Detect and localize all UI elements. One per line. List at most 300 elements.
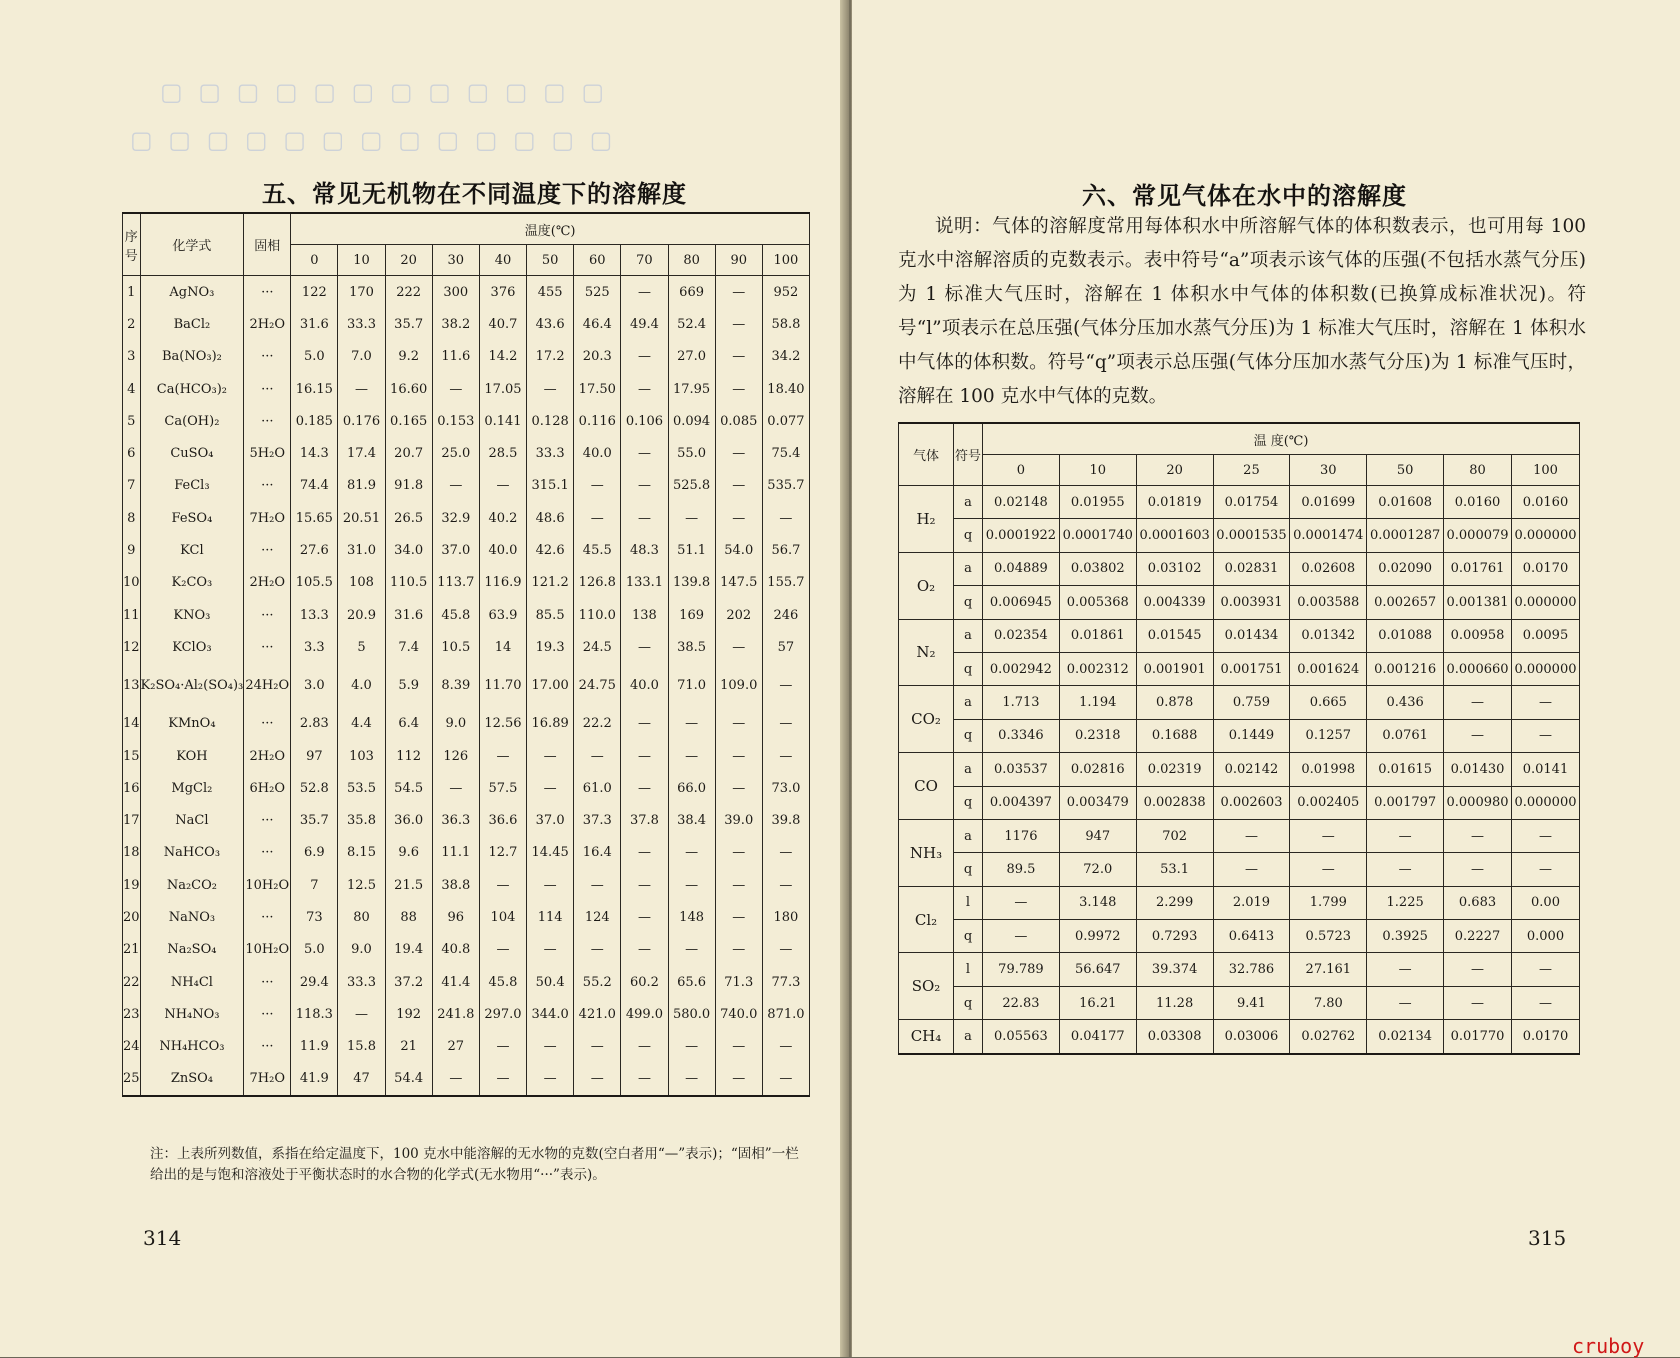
table-row: [899, 1020, 1580, 1054]
solubility-value: 0.0001535: [1213, 519, 1290, 552]
symbol-cell: l: [954, 953, 983, 986]
solubility-value: 110.5: [385, 567, 432, 599]
chemical-formula: NaCl: [140, 804, 244, 836]
solubility-value: 21.5: [385, 869, 432, 901]
solubility-value: 148: [668, 901, 715, 933]
solubility-value: 45.8: [432, 599, 479, 631]
solubility-value: 0.002405: [1290, 786, 1367, 819]
solubility-value: —: [715, 708, 762, 740]
solubility-value: 17.50: [574, 373, 621, 405]
solubility-value: —: [621, 740, 668, 772]
solubility-value: 17.2: [527, 341, 574, 373]
solubility-value: 14.2: [479, 341, 526, 373]
solubility-value: 0.001381: [1444, 586, 1512, 619]
solubility-value: —: [1511, 853, 1579, 886]
solid-phase: 10H₂O: [244, 869, 291, 901]
solubility-value: 38.2: [432, 308, 479, 340]
gas-name: CO₂: [899, 686, 954, 753]
solubility-value: 38.5: [668, 631, 715, 663]
solid-phase: ···: [244, 966, 291, 998]
solubility-value: —: [621, 837, 668, 869]
table-row: [123, 837, 810, 869]
solubility-value: 17.4: [338, 437, 385, 469]
inorganic-solubility-table: [122, 212, 810, 1097]
solubility-value: 5: [338, 631, 385, 663]
solubility-value: 0.004339: [1136, 586, 1213, 619]
solubility-value: 0.3925: [1367, 920, 1444, 953]
solubility-value: 0.002312: [1059, 652, 1136, 685]
solubility-value: 34.0: [385, 534, 432, 566]
solubility-value: —: [715, 837, 762, 869]
solubility-value: 55.0: [668, 437, 715, 469]
solubility-value: 16.15: [291, 373, 338, 405]
symbol-cell: a: [954, 486, 983, 519]
solubility-value: 65.6: [668, 966, 715, 998]
solubility-value: 9.2: [385, 341, 432, 373]
solubility-value: 41.4: [432, 966, 479, 998]
solubility-value: 13.3: [291, 599, 338, 631]
temp-header: 100: [762, 245, 809, 276]
temp-header: 100: [1511, 455, 1579, 486]
solubility-value: 0.1257: [1290, 719, 1367, 752]
solubility-value: 51.1: [668, 534, 715, 566]
solubility-value: 124: [574, 901, 621, 933]
solubility-value: 54.4: [385, 1063, 432, 1096]
solubility-value: 1.799: [1290, 886, 1367, 919]
solubility-value: —: [432, 772, 479, 804]
solubility-value: —: [574, 1063, 621, 1096]
solubility-value: 0.002942: [983, 652, 1060, 685]
solubility-value: 5.9: [385, 664, 432, 708]
solubility-value: —: [527, 1031, 574, 1063]
solubility-value: 7.0: [338, 341, 385, 373]
solubility-value: 9.0: [338, 934, 385, 966]
solubility-value: 0.0001474: [1290, 519, 1367, 552]
solubility-value: 0.5723: [1290, 920, 1367, 953]
solubility-value: 32.786: [1213, 953, 1290, 986]
solubility-value: 0.878: [1136, 686, 1213, 719]
solubility-value: 0.001751: [1213, 652, 1290, 685]
solubility-value: 421.0: [574, 998, 621, 1030]
solubility-value: 0.0761: [1367, 719, 1444, 752]
solubility-value: 17.00: [527, 664, 574, 708]
solubility-value: 0.0001740: [1059, 519, 1136, 552]
solubility-value: 580.0: [668, 998, 715, 1030]
solubility-value: —: [479, 869, 526, 901]
solubility-value: —: [621, 631, 668, 663]
solubility-value: 139.8: [668, 567, 715, 599]
chemical-formula: FeSO₄: [140, 502, 244, 534]
temp-header: 10: [338, 245, 385, 276]
solubility-value: 24.5: [574, 631, 621, 663]
solubility-value: 0.02142: [1213, 753, 1290, 786]
row-index: 8: [123, 502, 141, 534]
solubility-value: 96: [432, 901, 479, 933]
solubility-value: —: [1511, 719, 1579, 752]
solubility-value: 61.0: [574, 772, 621, 804]
solubility-value: 49.4: [621, 308, 668, 340]
table-row: [899, 853, 1580, 886]
solubility-value: 37.3: [574, 804, 621, 836]
chemical-formula: NH₄HCO₃: [140, 1031, 244, 1063]
solubility-value: 20.9: [338, 599, 385, 631]
solubility-value: —: [621, 708, 668, 740]
table-row: [899, 519, 1580, 552]
chemical-formula: Ca(OH)₂: [140, 405, 244, 437]
solubility-value: 0.03308: [1136, 1020, 1213, 1054]
table-row: [123, 869, 810, 901]
solubility-value: 0.03006: [1213, 1020, 1290, 1054]
solubility-value: 40.0: [621, 664, 668, 708]
solubility-value: 15.8: [338, 1031, 385, 1063]
solubility-value: 0.02319: [1136, 753, 1213, 786]
table-row: [123, 901, 810, 933]
solid-phase: ···: [244, 837, 291, 869]
solubility-value: 36.3: [432, 804, 479, 836]
solubility-value: 31.0: [338, 534, 385, 566]
solubility-value: 0.165: [385, 405, 432, 437]
solubility-value: —: [715, 308, 762, 340]
solubility-value: 3.3: [291, 631, 338, 663]
solubility-value: 20.51: [338, 502, 385, 534]
solubility-value: 702: [1136, 819, 1213, 852]
solubility-value: 77.3: [762, 966, 809, 998]
solubility-value: 37.8: [621, 804, 668, 836]
table-row: [899, 552, 1580, 585]
table-row: [123, 1063, 810, 1096]
temp-header: 20: [1136, 455, 1213, 486]
solubility-value: 27: [432, 1031, 479, 1063]
solid-phase: ···: [244, 599, 291, 631]
solubility-value: 0.000000: [1511, 586, 1579, 619]
solubility-value: 16.89: [527, 708, 574, 740]
solid-phase: 2H₂O: [244, 740, 291, 772]
row-index: 23: [123, 998, 141, 1030]
solubility-value: 300: [432, 276, 479, 309]
solubility-value: 80: [338, 901, 385, 933]
solubility-value: —: [668, 869, 715, 901]
solubility-value: 54.0: [715, 534, 762, 566]
solubility-value: —: [432, 373, 479, 405]
solubility-value: —: [527, 869, 574, 901]
solubility-value: 0.000000: [1511, 786, 1579, 819]
solubility-value: 0.01819: [1136, 486, 1213, 519]
solubility-value: 40.0: [574, 437, 621, 469]
solubility-value: —: [1367, 819, 1444, 852]
solubility-value: —: [1444, 719, 1512, 752]
solubility-value: 0.000000: [1511, 652, 1579, 685]
solubility-value: 10.5: [432, 631, 479, 663]
symbol-cell: q: [954, 786, 983, 819]
chemical-formula: KMnO₄: [140, 708, 244, 740]
solubility-value: —: [715, 631, 762, 663]
gas-name: CO: [899, 753, 954, 820]
solubility-value: 21: [385, 1031, 432, 1063]
solubility-value: —: [715, 437, 762, 469]
solubility-value: 14.3: [291, 437, 338, 469]
solubility-value: 24.75: [574, 664, 621, 708]
solubility-value: —: [983, 886, 1060, 919]
solubility-value: 0.153: [432, 405, 479, 437]
solubility-value: 11.70: [479, 664, 526, 708]
solubility-value: 19.3: [527, 631, 574, 663]
solubility-value: 0.02816: [1059, 753, 1136, 786]
solubility-value: —: [574, 934, 621, 966]
chemical-formula: Ba(NO₃)₂: [140, 341, 244, 373]
solubility-value: 0.002657: [1367, 586, 1444, 619]
solubility-value: 40.7: [479, 308, 526, 340]
symbol-cell: a: [954, 1020, 983, 1054]
table-row: [123, 567, 810, 599]
solubility-value: 7: [291, 869, 338, 901]
solubility-value: —: [527, 373, 574, 405]
solid-phase: ···: [244, 405, 291, 437]
solubility-value: 20.7: [385, 437, 432, 469]
solubility-value: —: [1290, 853, 1367, 886]
row-index: 21: [123, 934, 141, 966]
chemical-formula: NaHCO₃: [140, 837, 244, 869]
solubility-value: 0.01434: [1213, 619, 1290, 652]
solubility-value: 27.161: [1290, 953, 1367, 986]
row-index: 11: [123, 599, 141, 631]
solubility-value: 47: [338, 1063, 385, 1096]
solubility-value: —: [621, 470, 668, 502]
gas-name: CH₄: [899, 1020, 954, 1054]
solubility-value: —: [338, 998, 385, 1030]
solubility-value: 0.01955: [1059, 486, 1136, 519]
solubility-value: —: [621, 341, 668, 373]
table-row: [123, 708, 810, 740]
temp-header: 50: [527, 245, 574, 276]
solubility-value: 53.1: [1136, 853, 1213, 886]
solubility-value: 0.0001603: [1136, 519, 1213, 552]
solubility-value: 40.0: [479, 534, 526, 566]
solubility-value: —: [983, 920, 1060, 953]
temp-header: 80: [1444, 455, 1512, 486]
table-row: [899, 886, 1580, 919]
solubility-value: 45.5: [574, 534, 621, 566]
solubility-value: 169: [668, 599, 715, 631]
solubility-value: 114: [527, 901, 574, 933]
page-number: 315: [1528, 1226, 1567, 1250]
solubility-value: 0.436: [1367, 686, 1444, 719]
solubility-value: —: [715, 1031, 762, 1063]
solubility-value: 499.0: [621, 998, 668, 1030]
solubility-value: 0.01430: [1444, 753, 1512, 786]
solubility-value: 66.0: [668, 772, 715, 804]
temp-header: 30: [432, 245, 479, 276]
solubility-value: —: [621, 934, 668, 966]
solubility-value: 0.01615: [1367, 753, 1444, 786]
solubility-value: —: [621, 437, 668, 469]
table-row: [123, 599, 810, 631]
table-row: [123, 631, 810, 663]
solubility-value: —: [715, 373, 762, 405]
solubility-value: 33.3: [338, 966, 385, 998]
solubility-value: —: [621, 276, 668, 309]
symbol-cell: a: [954, 753, 983, 786]
solubility-value: 0.0170: [1511, 1020, 1579, 1054]
solubility-value: 0.759: [1213, 686, 1290, 719]
table-row: [123, 740, 810, 772]
temp-header: 40: [479, 245, 526, 276]
solid-phase: ···: [244, 1031, 291, 1063]
solubility-value: 8.15: [338, 837, 385, 869]
solubility-value: 41.9: [291, 1063, 338, 1096]
solubility-value: 71.3: [715, 966, 762, 998]
table-row: [899, 586, 1580, 619]
solubility-value: 0.01699: [1290, 486, 1367, 519]
table-row: [899, 753, 1580, 786]
solubility-value: —: [715, 869, 762, 901]
solubility-value: 73.0: [762, 772, 809, 804]
row-index: 20: [123, 901, 141, 933]
solubility-value: 0.00: [1511, 886, 1579, 919]
solubility-value: 118.3: [291, 998, 338, 1030]
solubility-value: 0.01608: [1367, 486, 1444, 519]
solubility-value: 0.106: [621, 405, 668, 437]
solubility-value: —: [527, 1063, 574, 1096]
solubility-value: 952: [762, 276, 809, 309]
symbol-cell: q: [954, 719, 983, 752]
solubility-value: 35.7: [291, 804, 338, 836]
temp-header: 70: [621, 245, 668, 276]
solid-phase: ···: [244, 631, 291, 663]
temp-header: 10: [1059, 455, 1136, 486]
solubility-value: 0.02608: [1290, 552, 1367, 585]
solubility-value: 60.2: [621, 966, 668, 998]
solubility-value: 0.04177: [1059, 1020, 1136, 1054]
solubility-value: 0.04889: [983, 552, 1060, 585]
col-symbol-header: 符号: [954, 423, 983, 486]
solid-phase: 2H₂O: [244, 567, 291, 599]
solubility-value: 109.0: [715, 664, 762, 708]
solubility-value: 0.141: [479, 405, 526, 437]
solubility-value: 3.0: [291, 664, 338, 708]
solid-phase: ···: [244, 901, 291, 933]
solubility-value: 105.5: [291, 567, 338, 599]
solubility-value: 48.3: [621, 534, 668, 566]
solubility-value: 0.0160: [1444, 486, 1512, 519]
solubility-value: 15.65: [291, 502, 338, 534]
gas-explanation-paragraph: [898, 210, 1586, 414]
solubility-value: 138: [621, 599, 668, 631]
solubility-value: 344.0: [527, 998, 574, 1030]
row-index: 6: [123, 437, 141, 469]
solubility-value: —: [668, 1031, 715, 1063]
solubility-value: 52.8: [291, 772, 338, 804]
solubility-value: 45.8: [479, 966, 526, 998]
solubility-value: 25.0: [432, 437, 479, 469]
solubility-value: —: [479, 1063, 526, 1096]
solubility-value: 0.00958: [1444, 619, 1512, 652]
solubility-value: 947: [1059, 819, 1136, 852]
solubility-value: 28.5: [479, 437, 526, 469]
solubility-value: 4.4: [338, 708, 385, 740]
solubility-value: 74.4: [291, 470, 338, 502]
solid-phase: 2H₂O: [244, 308, 291, 340]
temp-header: 60: [574, 245, 621, 276]
solubility-value: 0.01545: [1136, 619, 1213, 652]
row-index: 19: [123, 869, 141, 901]
solubility-value: 0.3346: [983, 719, 1060, 752]
solubility-value: 0.03102: [1136, 552, 1213, 585]
row-index: 25: [123, 1063, 141, 1096]
solubility-value: 20.3: [574, 341, 621, 373]
solid-phase: 7H₂O: [244, 502, 291, 534]
solubility-value: 12.7: [479, 837, 526, 869]
solubility-value: —: [668, 740, 715, 772]
page-number: 314: [143, 1226, 182, 1250]
row-index: 13: [123, 664, 141, 708]
solubility-value: 133.1: [621, 567, 668, 599]
solubility-value: 36.0: [385, 804, 432, 836]
solubility-value: 0.116: [574, 405, 621, 437]
solid-phase: ···: [244, 804, 291, 836]
solubility-value: 0.002603: [1213, 786, 1290, 819]
table-row: [123, 502, 810, 534]
solubility-value: 0.001216: [1367, 652, 1444, 685]
solubility-value: —: [574, 502, 621, 534]
table-row: [899, 619, 1580, 652]
solubility-value: —: [621, 502, 668, 534]
temp-header: 0: [983, 455, 1060, 486]
solubility-value: 75.4: [762, 437, 809, 469]
solubility-value: 26.5: [385, 502, 432, 534]
solubility-value: —: [432, 1063, 479, 1096]
solubility-value: 0.176: [338, 405, 385, 437]
solubility-value: 0.01770: [1444, 1020, 1512, 1054]
table-row: [123, 308, 810, 340]
solubility-value: 192: [385, 998, 432, 1030]
table-row: [899, 920, 1580, 953]
table-row: [123, 772, 810, 804]
solubility-value: —: [527, 740, 574, 772]
temp-header: 20: [385, 245, 432, 276]
solubility-value: 0.01754: [1213, 486, 1290, 519]
solubility-value: 32.9: [432, 502, 479, 534]
solubility-value: 222: [385, 276, 432, 309]
table-row: [123, 405, 810, 437]
solubility-value: 9.0: [432, 708, 479, 740]
solubility-value: 81.9: [338, 470, 385, 502]
chemical-formula: KOH: [140, 740, 244, 772]
symbol-cell: q: [954, 920, 983, 953]
solubility-value: 0.094: [668, 405, 715, 437]
solubility-value: 3.148: [1059, 886, 1136, 919]
bleed-through-text: ▢ ▢ ▢ ▢ ▢ ▢ ▢ ▢ ▢ ▢ ▢ ▢: [160, 78, 609, 106]
solubility-value: —: [715, 1063, 762, 1096]
chemical-formula: Na₂SO₄: [140, 934, 244, 966]
solid-phase: ···: [244, 534, 291, 566]
symbol-cell: q: [954, 652, 983, 685]
solubility-value: 72.0: [1059, 853, 1136, 886]
solubility-value: —: [762, 934, 809, 966]
solubility-value: 39.0: [715, 804, 762, 836]
table-row: [123, 276, 810, 309]
solubility-value: 0.0095: [1511, 619, 1579, 652]
solubility-value: 0.2318: [1059, 719, 1136, 752]
solubility-value: 39.374: [1136, 953, 1213, 986]
solubility-value: 525.8: [668, 470, 715, 502]
solubility-value: 0.02831: [1213, 552, 1290, 585]
solubility-value: 48.6: [527, 502, 574, 534]
row-index: 24: [123, 1031, 141, 1063]
solubility-value: —: [479, 934, 526, 966]
solubility-value: 34.2: [762, 341, 809, 373]
solubility-value: —: [762, 708, 809, 740]
solubility-value: 5.0: [291, 341, 338, 373]
